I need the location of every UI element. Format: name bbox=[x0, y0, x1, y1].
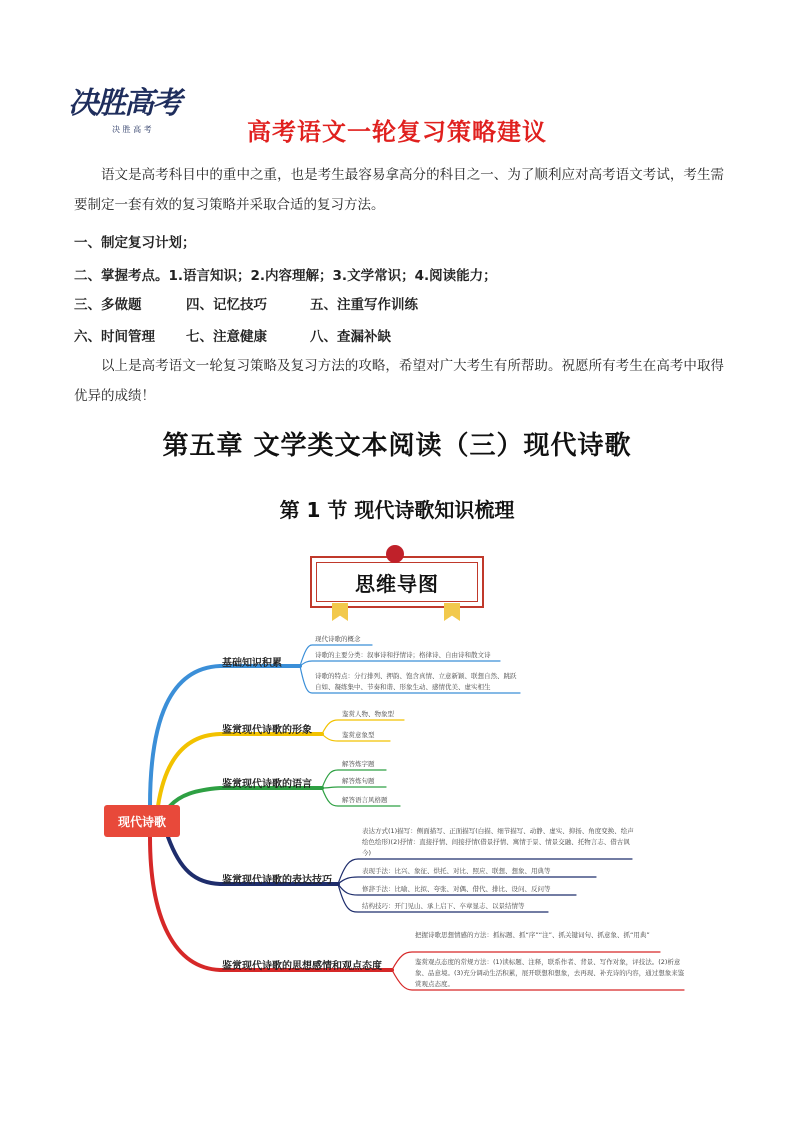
item-2: 二、掌握考点。1.语言知识；2.内容理解；3.文学常识；4.阅读能力； bbox=[74, 268, 497, 284]
logo-text: 决胜高考 bbox=[68, 86, 180, 121]
branch-techniques: 鉴赏现代诗歌的表达技巧 bbox=[222, 875, 332, 886]
logo-subtext: 决 胜 高 考 bbox=[112, 125, 152, 134]
leaf-structure: 结构技巧：开门见山、承上启下、卒章显志、以景结情等 bbox=[362, 902, 525, 910]
branch-language: 鉴赏现代诗歌的语言 bbox=[222, 779, 312, 790]
leaf-character-image: 鉴赏人物、物象型 bbox=[342, 710, 394, 718]
item-8: 八、查漏补缺 bbox=[310, 329, 391, 345]
leaf-expression-modes: 表达方式(1)描写：侧面描写、正面描写(白描、细节描写、动静、虚实、抑扬、角度变换、绘声绘色绘形)(2)抒情：直接抒情、间接抒情(借景抒情、寓情于景、情景交融、托物言志、借古讽今) bbox=[362, 827, 634, 857]
branch-imagery: 鉴赏现代诗歌的形象 bbox=[222, 725, 312, 736]
main-title: 高考语文一轮复习策略建议 bbox=[247, 118, 547, 146]
leaf-concept: 现代诗歌的概念 bbox=[315, 635, 361, 643]
leaf-classification: 诗歌的主要分类：叙事诗和抒情诗；格律诗、自由诗和散文诗 bbox=[315, 651, 491, 659]
item-1: 一、制定复习计划； bbox=[74, 235, 196, 251]
intro-paragraph: 语文是高考科目中的重中之重，也是考生最容易拿高分的科目之一、为了顺利应对高考语文考试，考生需要制定一套有效的复习策略并采取合适的复习方法。 bbox=[74, 167, 724, 213]
leaf-emotion-methods: 把握诗歌思想情感的方法：抓标题、抓“序”“注”、抓关键词句、抓意象、抓“用典” bbox=[415, 931, 650, 939]
item-4: 四、记忆技巧 bbox=[186, 297, 267, 313]
leaf-sentence-refining: 解答炼句题 bbox=[342, 777, 375, 785]
leaf-features: 诗歌的特点：分行排列、押韵、饱含真情、立意新颖、联想自然、跳跃自如、凝练集中、节奏和谐、形象生动、感情优美、虚实相生 bbox=[315, 672, 517, 691]
mindmap-title: 思维导图 bbox=[316, 562, 478, 602]
section-title: 第 1 节 现代诗歌知识梳理 bbox=[279, 498, 515, 522]
item-6: 六、时间管理 bbox=[74, 329, 155, 345]
connector-b3 bbox=[170, 788, 322, 806]
leaf-word-refining: 解答炼字题 bbox=[342, 760, 375, 768]
outro-paragraph: 以上是高考语文一轮复习策略及复习方法的攻略，希望对广大考生有所帮助。祝愿所有考生在高考中取得优异的成绩！ bbox=[74, 358, 724, 404]
chapter-title: 第五章 文学类文本阅读（三）现代诗歌 bbox=[162, 431, 632, 461]
leaf-presentation-methods: 表现手法：比兴、象征、烘托、对比、照应、联想、想象、用典等 bbox=[362, 867, 551, 875]
branch-basic-knowledge: 基础知识积累 bbox=[222, 658, 282, 669]
item-7: 七、注意健康 bbox=[186, 329, 267, 345]
item-3: 三、多做题 bbox=[74, 297, 142, 313]
branch-emotion-views: 鉴赏现代诗歌的思想感情和观点态度 bbox=[222, 961, 382, 972]
leaf-imagery-type: 鉴赏意象型 bbox=[342, 731, 375, 739]
item-5: 五、注重写作训练 bbox=[310, 297, 418, 313]
leaf-language-style: 解答语言风格题 bbox=[342, 796, 388, 804]
leaf-viewpoint-methods: 鉴赏观点态度的常规方法：(1)读标题、注释，联系作者、背景、写作对象，评技法。(2)析意象、品意境。(3)充分调动生活积累，展开联想和想象，去再现、补充诗的内容，通过想象来鉴赏观点态度。 bbox=[415, 958, 685, 988]
connector-b5 bbox=[150, 837, 392, 970]
leaf-rhetoric: 修辞手法：比喻、比拟、夸张、对偶、借代、排比、设问、反问等 bbox=[362, 885, 551, 893]
mindmap-root: 现代诗歌 bbox=[104, 805, 180, 837]
